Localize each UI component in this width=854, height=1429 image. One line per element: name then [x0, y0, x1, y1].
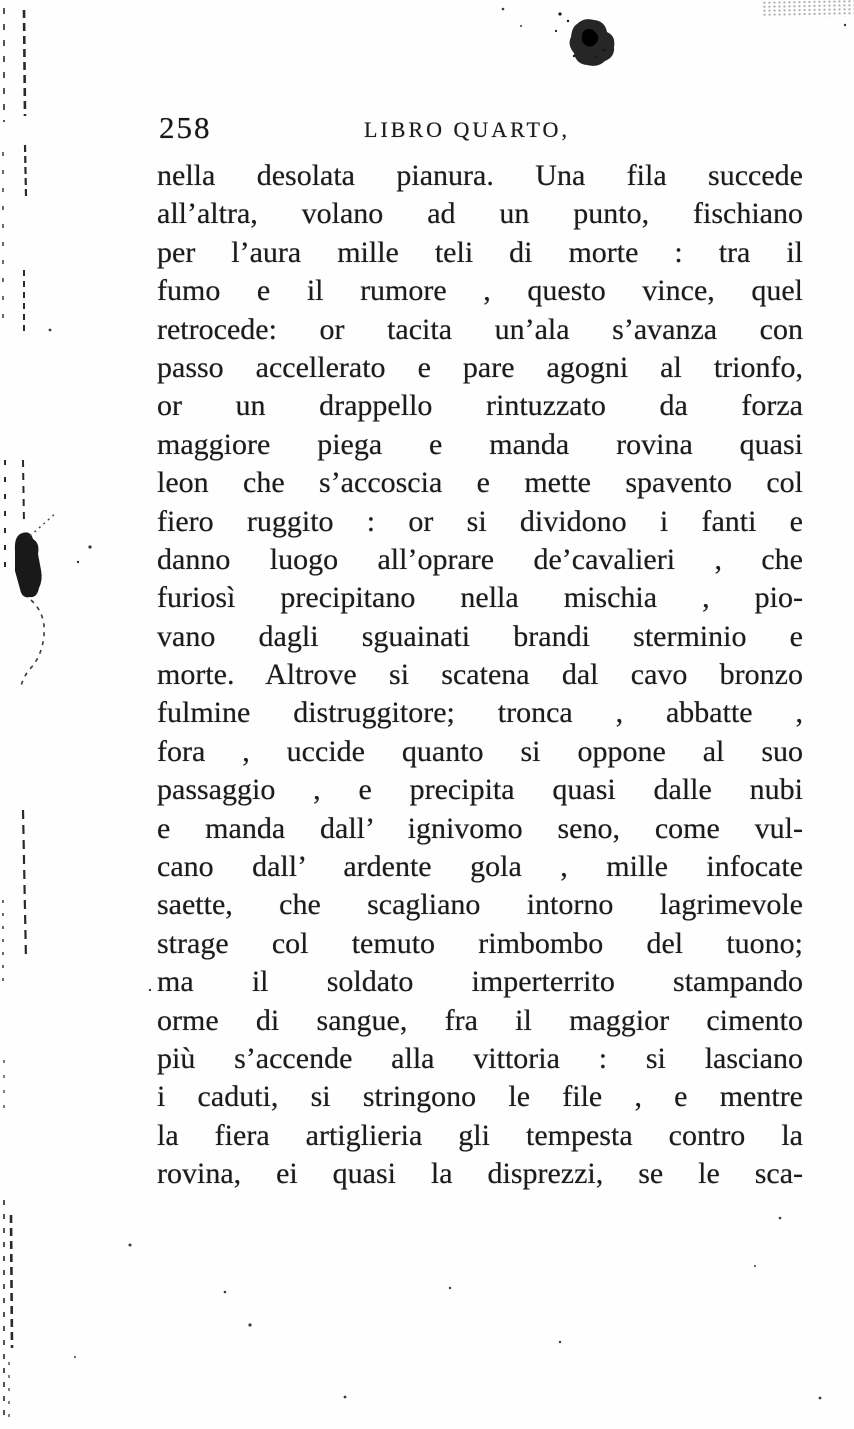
body-line-16: fora , uccide quanto si oppone al suo	[157, 734, 803, 768]
body-line-12: furiosì precipitano nella mischia , pio-	[157, 581, 803, 615]
binding-marks	[3, 8, 26, 1420]
body-line-11: danno luogo all’oprare de’cavalieri , che	[157, 542, 803, 576]
body-line-7: or un drappello rintuzzato da forza	[157, 389, 803, 423]
body-line-27: rovina, ei quasi la disprezzi, se le sca-	[157, 1157, 803, 1191]
text-block	[157, 110, 803, 1194]
body-line-21: strage col temuto rimbombo del tuono;	[157, 926, 803, 960]
body-line-6: passo accellerato e pare agogni al trionfo,	[157, 350, 803, 384]
body-line-8: maggiore piega e manda rovina quasi	[157, 427, 803, 461]
running-title: LIBRO QUARTO,	[364, 117, 570, 142]
body-line-1: nella desolata pianura. Una fila succede	[157, 159, 803, 192]
body-text	[157, 157, 803, 1194]
body-line-23: orme di sangue, fra il maggior cimento	[157, 1003, 803, 1037]
body-line-13: vano dagli sguainati brandi sterminio e	[157, 619, 803, 653]
body-line-17: passaggio , e precipita quasi dalle nubi	[157, 773, 803, 807]
body-line-18: e manda dall’ ignivomo seno, come vul-	[157, 811, 803, 845]
body-line-15: fulmine distruggitore; tronca , abbatte ,	[157, 696, 803, 730]
body-line-3: per l’aura mille teli di morte : tra il	[157, 235, 803, 269]
body-line-24: più s’accende alla vittoria : si lasciano	[157, 1041, 803, 1075]
body-line-4: fumo e il rumore , questo vince, quel	[157, 274, 803, 308]
body-line-25: i caduti, si stringono le file , e mentre	[157, 1080, 803, 1114]
body-line-26: la fiera artiglieria gli tempesta contro la	[157, 1118, 803, 1152]
body-line-22: ma il soldato imperterrito stampando	[157, 965, 803, 999]
body-line-19: cano dall’ ardente gola , mille infocate	[157, 850, 803, 884]
page-header	[157, 110, 803, 157]
body-line-2: all’altra, volano ad un punto, fischiano	[157, 197, 803, 231]
ink-smear	[15, 512, 92, 686]
body-line-9: leon che s’accoscia e mette spavento col	[157, 466, 803, 500]
corner-speckle-texture	[762, 0, 854, 18]
body-line-10: fiero ruggito : or si dividono i fanti e	[157, 504, 803, 538]
body-line-5: retrocede: or tacita un’ala s’avanza con	[157, 312, 803, 346]
body-line-20: saette, che scagliano intorno lagrimevole	[157, 888, 803, 922]
body-line-14: morte. Altrove si scatena dal cavo bronzo	[157, 658, 803, 692]
ink-blot	[555, 12, 614, 66]
page-number: 258	[159, 110, 212, 145]
